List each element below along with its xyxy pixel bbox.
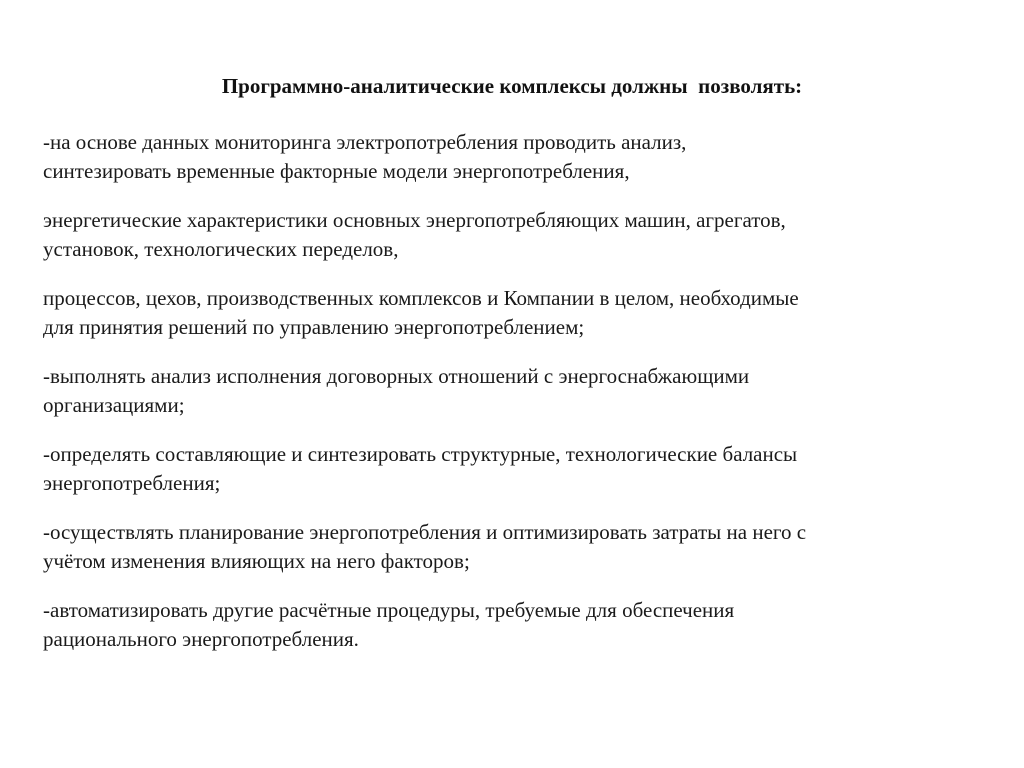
- paragraph-processes-decisions: процессов, цехов, производственных комплексов и Компании в целом, необходимые для принятия решений по управлению энергопотреблением;: [43, 286, 799, 339]
- paragraph-contract-analysis: -выполнять анализ исполнения договорных отношений с энергоснабжающими организациями;: [43, 364, 750, 417]
- paragraph-automation: -автоматизировать другие расчётные процедуры, требуемые для обеспечения рационального энергопотребления.: [43, 598, 735, 651]
- paragraph-planning: -осуществлять планирование энергопотребления и оптимизировать затраты на него с учётом изменения влияющих на него факторов;: [43, 520, 807, 573]
- slide-title: Программно-аналитические комплексы должны позволять:: [221, 74, 803, 98]
- paragraph-energy-characteristics: энергетические характеристики основных энергопотребляющих машин, агрегатов, установок, технологических переделов,: [43, 208, 786, 261]
- paragraph-monitoring-analysis: -на основе данных мониторинга электропотребления проводить анализ, синтезировать временные факторные модели энергопотребления,: [43, 130, 687, 183]
- slide-body: [43, 128, 993, 674]
- paragraph-balances: -определять составляющие и синтезировать структурные, технологические балансы энергопотребления;: [43, 442, 798, 495]
